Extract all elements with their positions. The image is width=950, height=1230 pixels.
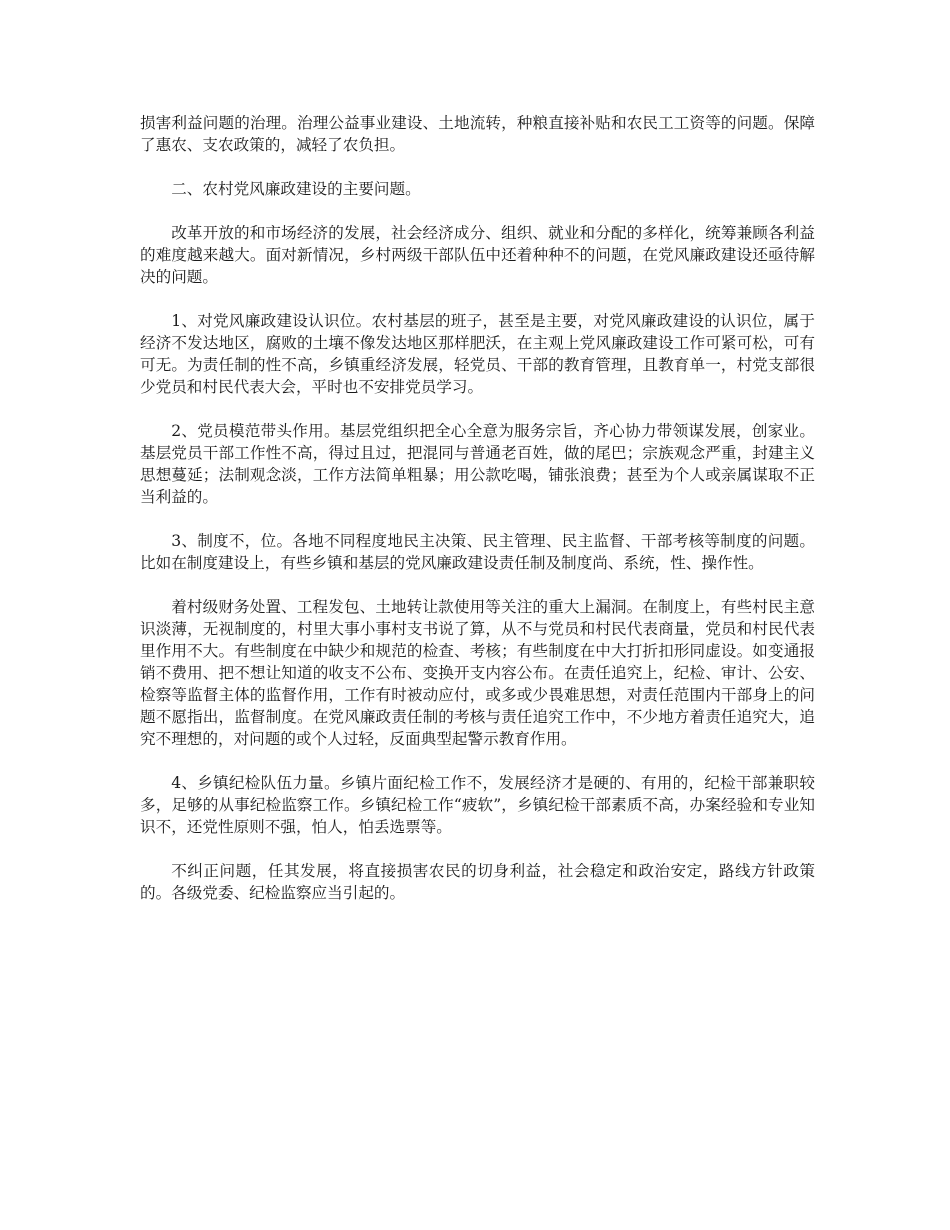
paragraph-point-3: 3、制度不，位。各地不同程度地民主决策、民主管理、民主监督、干部考核等制度的问题。比如在制度建设上，有些乡镇和基层的党风廉政建设责任制及制度尚、系统，性、操作性。 — [140, 532, 815, 572]
paragraph-point-4: 4、乡镇纪检队伍力量。乡镇片面纪检工作不，发展经济才是硬的、有用的，纪检干部兼职较多，足够的从事纪检监察工作。乡镇纪检工作“疲软”，乡镇纪检干部素质不高，办案经验和专业知识不，还党性原则不强，怕人，怕丢选票等。 — [140, 774, 815, 836]
paragraph-point-3-detail: 着村级财务处置、工程发包、土地转让款使用等关注的重大上漏洞。在制度上，有些村民主意识淡薄，无视制度的，村里大事小事村支书说了算，从不与党员和村民代表商量，党员和村民代表里作用不大。有些制度在中缺少和规范的检查、考核；有些制度在中大打折扣形同虚设。如变通报销不费用、把不想让知道的收支不公布、变换开支内容公布。在责任追究上，纪检、审计、公安、检察等监督主体的监督作用，工作有时被动应付，或多或少畏难思想，对责任范围内干部身上的问题不愿指出，监督制度。在党风廉政责任制的考核与责任追究工作中，不少地方着责任追究大，追究不理想的，对问题的或个人过轻，反面典型起警示教育作用。 — [140, 598, 815, 748]
document-body — [140, 112, 815, 926]
section-heading: 二、农村党风廉政建设的主要问题。 — [171, 180, 421, 198]
paragraph-intro: 改革开放的和市场经济的发展，社会经济成分、组织、就业和分配的多样化，统筹兼顾各利益的难度越来越大。面对新情况，乡村两级干部队伍中还着种种不的问题，在党风廉政建设还亟待解决的问题。 — [140, 224, 815, 286]
paragraph-continuation: 损害利益问题的治理。治理公益事业建设、土地流转，种粮直接补贴和农民工工资等的问题。保障了惠农、支农政策的，减轻了农负担。 — [140, 114, 815, 154]
paragraph-point-1: 1、对党风廉政建设认识位。农村基层的班子，甚至是主要，对党风廉政建设的认识位，属于经济不发达地区，腐败的土壤不像发达地区那样肥沃，在主观上党风廉政建设工作可紧可松，可有可无。为责任制的性不高，乡镇重经济发展，轻党员、干部的教育管理，且教育单一，村党支部很少党员和村民代表大会，平时也不安排党员学习。 — [140, 312, 815, 396]
paragraph-point-2: 2、党员模范带头作用。基层党组织把全心全意为服务宗旨，齐心协力带领谋发展，创家业。基层党员干部工作性不高，得过且过，把混同与普通老百姓，做的尾巴；宗族观念严重，封建主义思想蔓延；法制观念淡，工作方法简单粗暴；用公款吃喝，铺张浪费；甚至为个人或亲属谋取不正当利益的。 — [140, 422, 815, 506]
paragraph-conclusion: 不纠正问题，任其发展，将直接损害农民的切身利益，社会稳定和政治安定，路线方针政策的。各级党委、纪检监察应当引起的。 — [140, 862, 815, 902]
